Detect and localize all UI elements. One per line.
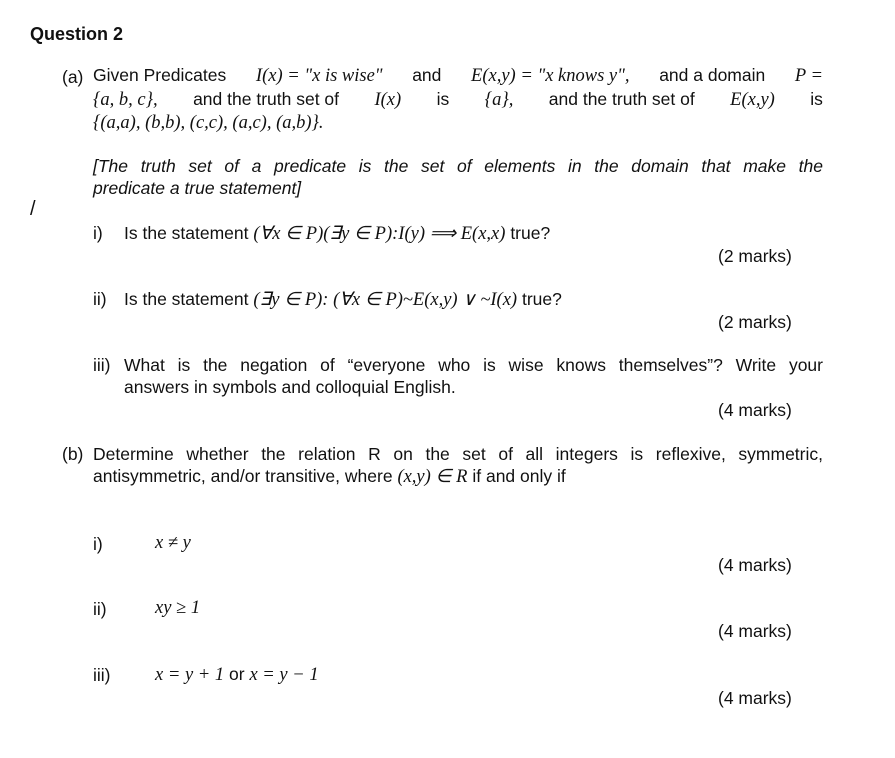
b-iii-expression-b: x = y − 1	[249, 665, 319, 685]
note-line-1: [The truth set of a predicate is the set of elements in the domain that make the	[93, 156, 823, 176]
a-i-text-1: Is the statement	[124, 223, 249, 243]
a-iii-number: iii)	[93, 355, 111, 375]
domain-p-set: {a, b, c},	[93, 90, 158, 110]
part-b-line2-text-2: if and only if	[472, 466, 566, 486]
part-a-line1-text-2: and	[412, 65, 442, 85]
predicate-i-definition: I(x) = "x is wise"	[255, 66, 383, 86]
b-iii-number: iii)	[93, 665, 111, 685]
a-ii-marks: (2 marks)	[718, 312, 792, 332]
a-ii-question	[124, 289, 562, 311]
a-iii-line-1: What is the negation of “everyone who is wise knows themselves”? Write your	[124, 355, 823, 375]
a-ii-number: ii)	[93, 289, 107, 309]
a-ii-text-1: Is the statement	[124, 289, 249, 309]
part-a-line1-text-3: and a domain	[659, 65, 766, 85]
truth-set-i: {a},	[484, 90, 514, 110]
a-iii-marks: (4 marks)	[718, 400, 792, 420]
part-b-line-1: Determine whether the relation R on the set of all integers is reflexive, symmetric,	[93, 444, 823, 464]
margin-mark: /	[30, 198, 36, 220]
a-ii-text-2: true?	[521, 289, 562, 309]
question-title: Question 2	[30, 24, 124, 44]
a-iii-line-2: answers in symbols and colloquial English.	[124, 377, 456, 397]
a-i-question	[124, 223, 550, 245]
b-iii-or: or	[229, 664, 245, 684]
predicate-e-definition: E(x,y) = "x knows y",	[471, 66, 630, 86]
a-i-number: i)	[93, 223, 103, 243]
b-i-number: i)	[93, 534, 103, 554]
b-iii-expression	[155, 664, 319, 686]
predicate-e-symbol: E(x,y)	[730, 90, 775, 110]
truth-set-e: {(a,a), (b,b), (c,c), (a,c), (a,b)}.	[93, 113, 324, 133]
b-ii-number: ii)	[93, 599, 107, 619]
part-a-line2-text-1: and the truth set of	[193, 89, 340, 109]
note-line-2: predicate a true statement]	[93, 178, 302, 198]
part-a-line2-text-4: is	[810, 89, 823, 109]
a-i-marks: (2 marks)	[718, 246, 792, 266]
b-ii-marks: (4 marks)	[718, 621, 792, 641]
b-ii-expression: xy ≥ 1	[155, 598, 201, 618]
a-ii-expression: (∃y ∈ P): (∀x ∈ P)~E(x,y) ∨ ~I(x)	[253, 290, 518, 310]
part-b-label: (b)	[62, 444, 84, 464]
domain-p-start: P =	[794, 66, 823, 86]
a-i-expression: (∀x ∈ P)(∃y ∈ P):I(y) ⟹ E(x,x)	[253, 224, 506, 244]
b-iii-marks: (4 marks)	[718, 688, 792, 708]
part-a-line1-text-1: Given Predicates	[93, 65, 227, 85]
part-a-line2-text-2: is	[436, 89, 450, 109]
part-b-line-2	[93, 466, 566, 488]
part-b-line2-text-1: antisymmetric, and/or transitive, where	[93, 466, 393, 486]
part-a-label: (a)	[62, 67, 84, 87]
b-i-marks: (4 marks)	[718, 555, 792, 575]
b-iii-expression-a: x = y + 1	[155, 665, 225, 685]
part-a-line-1	[93, 65, 823, 87]
b-i-expression: x ≠ y	[155, 533, 191, 553]
a-i-text-2: true?	[510, 223, 551, 243]
part-a-line-2	[93, 89, 823, 111]
part-a-line2-text-3: and the truth set of	[548, 89, 695, 109]
relation-membership: (x,y) ∈ R	[397, 467, 468, 487]
predicate-i-symbol: I(x)	[374, 90, 402, 110]
